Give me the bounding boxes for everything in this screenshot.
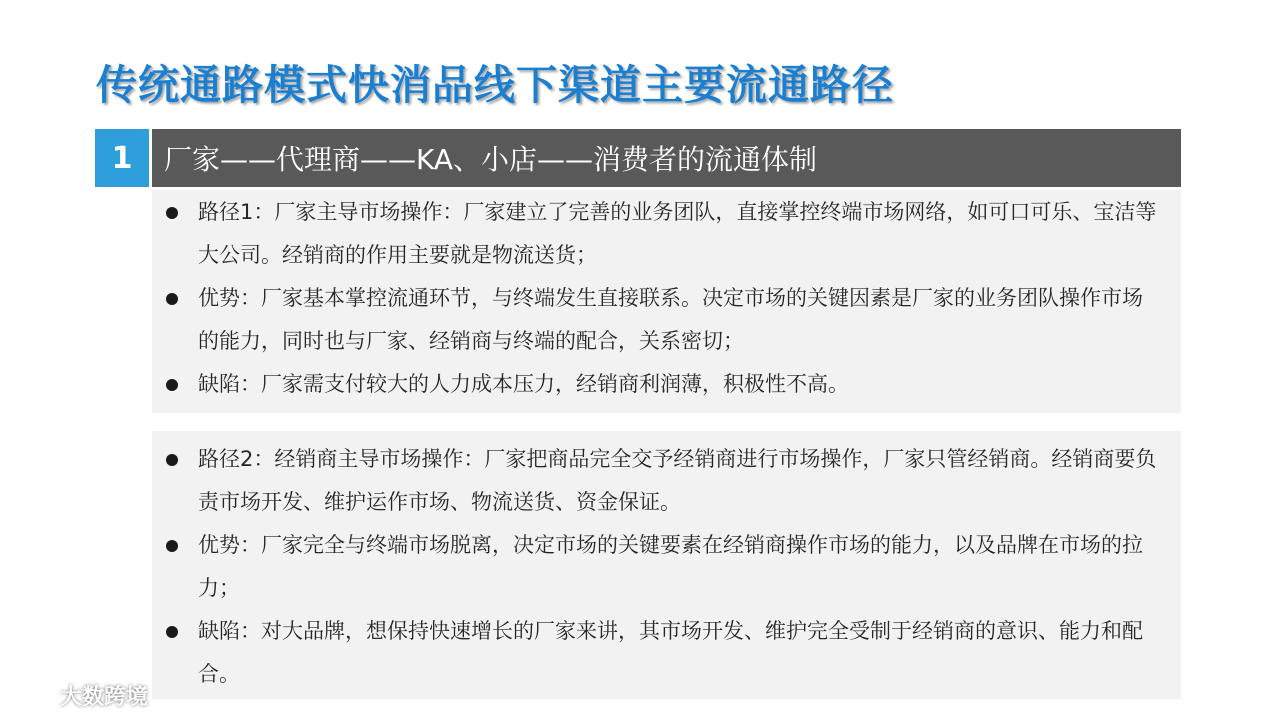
section-number: 1: [95, 129, 149, 187]
slide-title: 传统通路模式快消品线下渠道主要流通路径: [96, 61, 894, 109]
path1-list: [152, 190, 1181, 406]
list-item-text: 优势：厂家完全与终端市场脱离，决定市场的关键要素在经销商操作市场的能力，以及品牌在市场的拉力；: [198, 533, 1143, 600]
section-header: [95, 129, 1181, 187]
path2-panel: [152, 431, 1181, 699]
watermark-logo-icon: [10, 681, 54, 711]
watermark: [10, 680, 148, 711]
bullet-icon: [166, 293, 178, 305]
list-item: [152, 524, 1181, 610]
bullet-icon: [166, 379, 178, 391]
list-item: [152, 191, 1181, 277]
list-item: [152, 610, 1181, 696]
list-item: [152, 277, 1181, 363]
bullet-icon: [166, 540, 178, 552]
bullet-icon: [166, 207, 178, 219]
list-item-text: 路径1：厂家主导市场操作：厂家建立了完善的业务团队，直接掌控终端市场网络，如可口可乐、宝洁等大公司。经销商的作用主要就是物流送货；: [198, 200, 1157, 267]
list-item-text: 路径2：经销商主导市场操作：厂家把商品完全交予经销商进行市场操作，厂家只管经销商。经销商要负责市场开发、维护运作市场、物流送货、资金保证。: [198, 447, 1157, 514]
path1-panel: [152, 190, 1181, 413]
list-item-text: 缺陷：对大品牌，想保持快速增长的厂家来讲，其市场开发、维护完全受制于经销商的意识、能力和配合。: [198, 619, 1143, 686]
path2-list: [152, 431, 1181, 696]
list-item-text: 缺陷：厂家需支付较大的人力成本压力，经销商利润薄，积极性不高。: [198, 372, 849, 396]
watermark-text: 大数跨境: [60, 685, 149, 710]
section-heading: 厂家——代理商——KA、小店——消费者的流通体制: [152, 129, 1181, 187]
list-item-text: 优势：厂家基本掌控流通环节，与终端发生直接联系。决定市场的关键因素是厂家的业务团队操作市场的能力，同时也与厂家、经销商与终端的配合，关系密切；: [198, 286, 1143, 353]
list-item: [152, 363, 1181, 406]
bullet-icon: [166, 454, 178, 466]
list-item: [152, 438, 1181, 524]
bullet-icon: [166, 626, 178, 638]
